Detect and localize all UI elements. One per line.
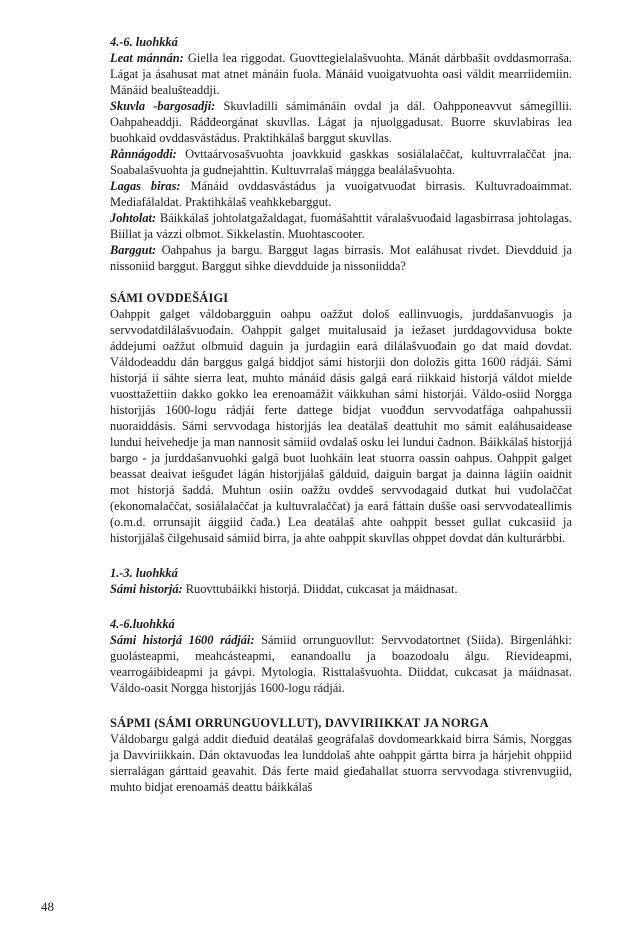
- topic-label: Lagas biras:: [110, 179, 181, 193]
- section-grades-4-6-history: [110, 616, 572, 696]
- topic-text: Skuvladilli sámimánáin ovdal ja dál. Oahpponeavvut sámegillii. Oahpaheaddji. Ráđđeorgánat skuvllas. Lágat ja njuolggadusat. Buorre skuvlabiras lea buohkaid ovddasvástádus. Praktihkálaš barggut skuvllas.: [110, 99, 572, 145]
- topic-label: Rånnágoddi:: [110, 147, 177, 161]
- topic-item: [110, 632, 572, 696]
- topic-label: Sámi historjá:: [110, 582, 183, 596]
- topic-label: Leat mánnán:: [110, 51, 184, 65]
- topic-text: Ruovttubáikki historjá. Diiddat, cukcasat ja máidnasat.: [182, 582, 458, 596]
- section-paragraph: Oahppit galget váldobargguin oahpu oažžut dološ eallinvuogis, jurddašanvuogis ja servvodatdilálašvuođain. Oahppit galget muitalusaid ja iežaset jurddagovvidusa bokte áddejumi oažžut olbmuid daguin ja jurdagiin eará dilálašvuođain go dat maid dovdat. Váldodeaddu dán barggus galgá biddjot sámi historjii don doložis gitta 1600 rádjái. Sámi historjá ii sáhte sierra leat, muhto mánáid dásis galgá eará riikkaid historjá váldot mielde vuosttažettiin dakko gokko lea erenoamážit váikkuhan sámi historjái. Váldo-osiid Norgga historjjás 1600-logu rádjái ferte dattege bidjat vuođđun servvodatfága oahpahussii nuoraiddásis. Sámi servvodaga historjjás lea deatálaš deattuhit mo sámit ealáhusaidease lundui heivehedje ja man nannosit sámiid ovdalaš osku lei lundui čadnon. Báikkálaš historjjá bargo - ja jurddašanvuohki galgá buot luohkáin leat stuorra oassin oahpus. Oahppit galget beassat deaivat iešguđet lágán historjjálaš gálduid, daiguin bargat ja dainna lágiin oaidnit mot historjá šaddá. Muhtun osiin oažžu ovddeš servvodagaid dutkat hui vuđolaččat (ekonomalaččat, sosiálalaččat ja kultuvralaččat) ja eará fáttain dušše oasi servvodateallimis (o.m.d. orrunsajit áiggiid čađa.) Lea deatálaš ahte oahppit besset gullat cukcasiid ja historjjálaš čilgehusaid sámiid birra, ja ahte oahppit skuvllas ohppet dovdat dán kulturárbbi.: [110, 307, 572, 545]
- topic-item: [110, 50, 572, 98]
- section-heading: 4.-6.luohkká: [110, 617, 175, 631]
- topic-label: Johtolat:: [110, 211, 157, 225]
- document-body: [110, 34, 572, 795]
- section-grades-4-6: [110, 34, 572, 274]
- section-sapmi: [110, 715, 572, 795]
- topic-text: Báikkálaš johtolatgažaldagat, fuomášahttit váralašvuođaid lagasbirrasa johtolagas. Biillat ja vázzi olbmot. Sikkelastin. Muohtascooter.: [110, 211, 572, 241]
- section-paragraph: Váldobargu galgá addit dieđuid deatálaš geográfalaš dovdomearkkaid birra Sámis, Norggas ja Davviriikkain. Dán oktavuođas lea lunddolaš ahte oahppit gártta birra ja hárjehit ohppiid sierralágan gárttaid geavahit. Dás ferte maid gieđahallat stuorra servvodaga stivrenvugiid, muhto bidjat erenoamáš deattu báikkálaš: [110, 732, 572, 794]
- topic-item: [110, 242, 572, 274]
- section-heading: SÁPMI (SÁMI ORRUNGUOVLLUT), DAVVIRIIKKAT JA NORGA: [110, 716, 489, 730]
- section-heading: 1.-3. luohkká: [110, 566, 178, 580]
- topic-text: Oahpahus ja bargu. Barggut lagas birrasis. Mot ealáhusat rivdet. Dievdduid ja nissoniid barggut. Barggut sihke dievdduide ja nissoniidda?: [110, 243, 572, 273]
- topic-label: Sámi historjá 1600 rádjái:: [110, 633, 255, 647]
- topic-text: Mánáid ovddasvástádus ja vuoigatvuođat birrasis. Kultuvradoaimmat. Mediafálaldat. Praktihkálaš veahkkebarggut.: [110, 179, 572, 209]
- topic-label: Skuvla -bargosadji:: [110, 99, 216, 113]
- page-number: 48: [41, 899, 54, 914]
- topic-item: [110, 178, 572, 210]
- topic-item: [110, 581, 572, 597]
- section-sami-past: [110, 290, 572, 546]
- topic-item: [110, 146, 572, 178]
- topic-label: Barggut:: [110, 243, 157, 257]
- section-grades-1-3: [110, 565, 572, 597]
- topic-text: Sámiid orrunguovllut: Servvodatortnet (Siida). Birgenláhki: guolásteapmi, meahcásteapmi, eanandoallu ja boazodoalu álgu. Rievideapmi, vearrogáibideapmi ja gávpi. Mytologia. Risttalašvuohta. Diiddat, cukcasat ja máidnasat. Váldo-oasit Norgga historjjás 1600-logu rádjái.: [110, 633, 572, 695]
- topic-text: Ovttaárvosašvuohta joavkkuid gaskkas sosiálalaččat, kultuvrralaččat jna. Soabalašvuohta ja gudnejahttin. Kultuvrralaš máŋgga bealálašvuohta.: [110, 147, 572, 177]
- section-heading: SÁMI OVDDEŠÁIGI: [110, 291, 229, 305]
- topic-item: [110, 98, 572, 146]
- section-heading: 4.-6. luohkká: [110, 35, 178, 49]
- topic-text: Giella lea riggodat. Guovttegielalašvuohta. Mánát dárbbašit ovddasmorraša. Lágat ja ásahusat mat atnet mánáin fuola. Mánáid vuoigatvuohta oasi váldit mearriidemiin. Mánáid bealušteaddji.: [110, 51, 572, 97]
- topic-item: [110, 210, 572, 242]
